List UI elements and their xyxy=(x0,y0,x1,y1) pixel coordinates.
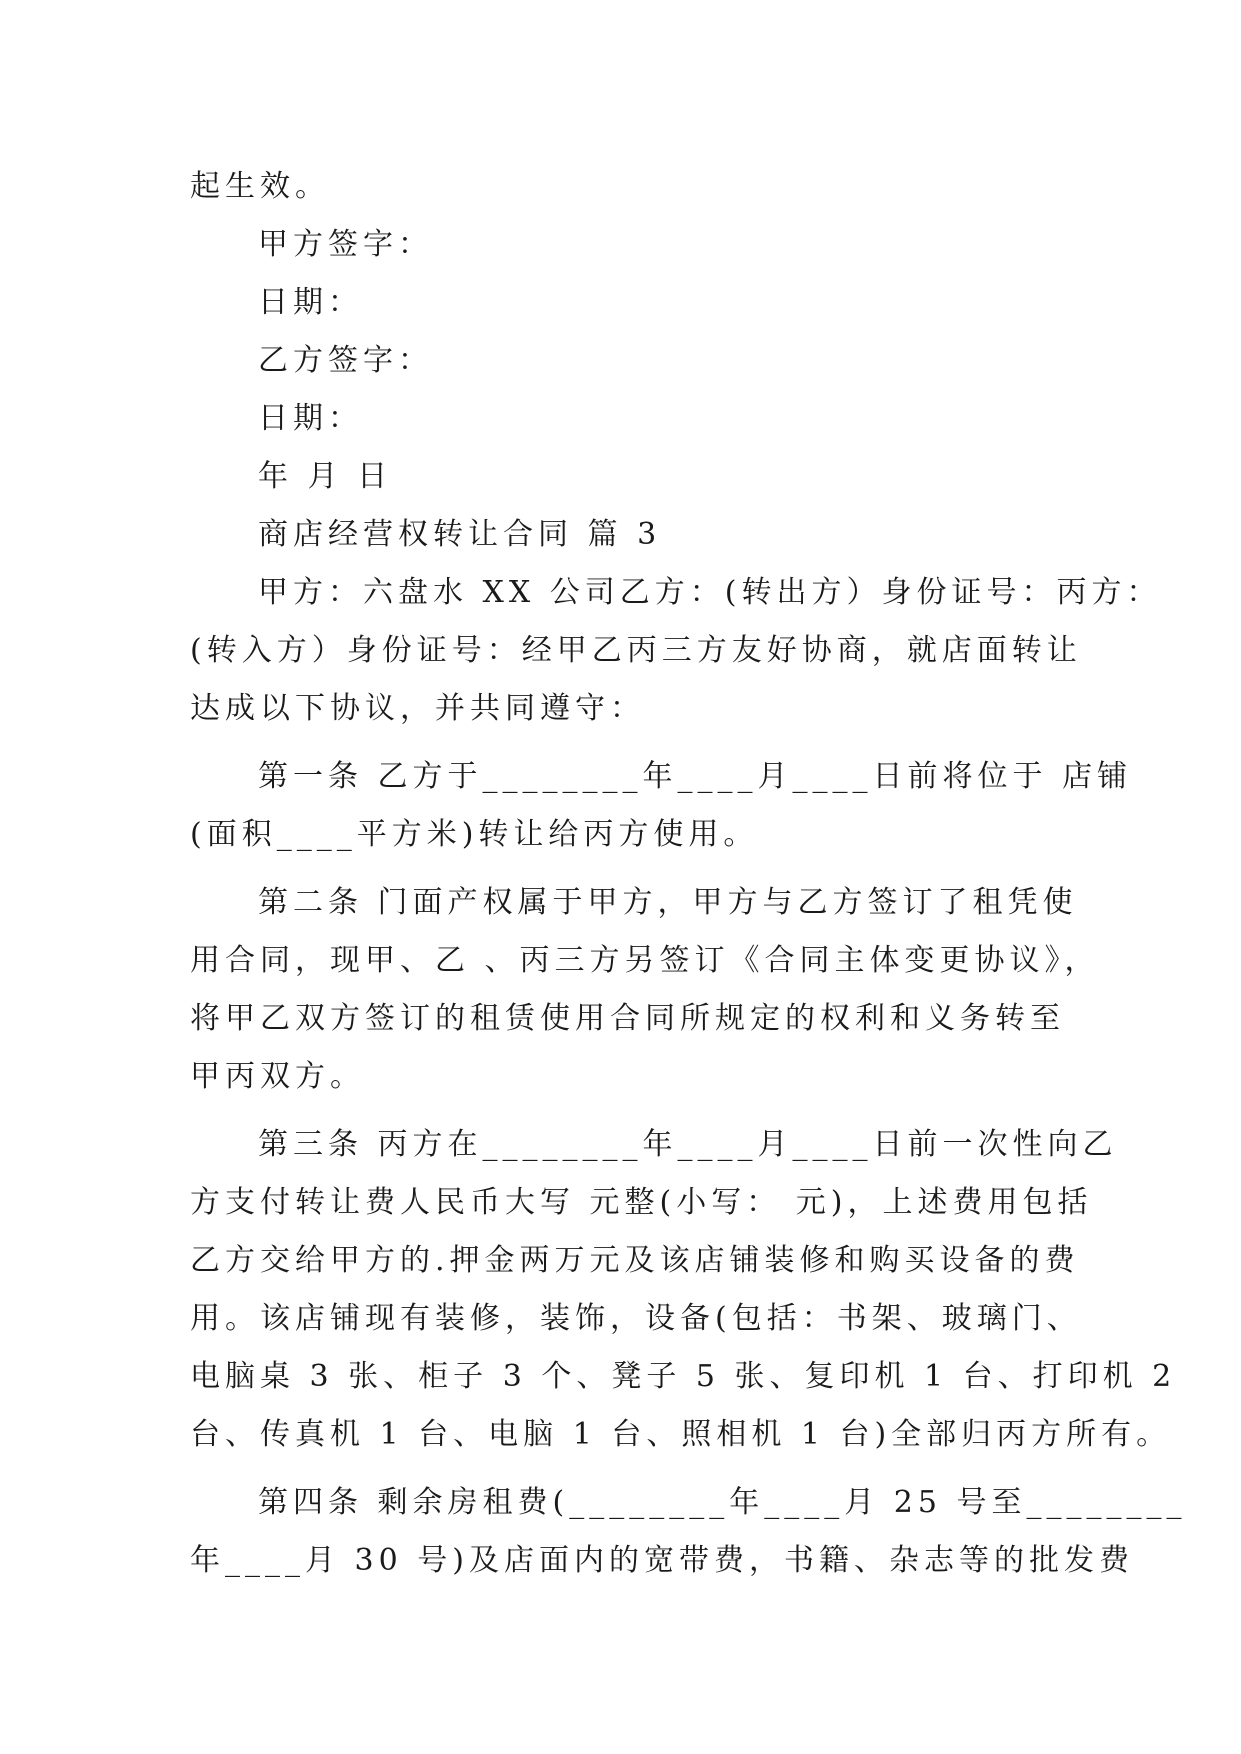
parties-paragraph-line: 达成以下协议，并共同遵守： xyxy=(190,691,645,726)
article-1-line: (面积____平方米)转让给丙方使用。 xyxy=(190,817,759,852)
article-4-line: 年____月 30 号)及店面内的宽带费，书籍、杂志等的批发费 xyxy=(190,1543,1134,1578)
document-body xyxy=(190,158,1187,1590)
article-1-line: 第一条 乙方于________年____月____日前将位于 店铺 xyxy=(258,759,1133,794)
article-3-line: 方支付转让费人民币大写 元整(小写： 元)，上述费用包括 xyxy=(190,1185,1093,1220)
date-label-a: 日期： xyxy=(258,285,363,320)
text-line-continuation: 起生效。 xyxy=(190,169,330,204)
article-2-line: 将甲乙双方签订的租赁使用合同所规定的权利和义务转至 xyxy=(190,1001,1065,1036)
article-3-line: 乙方交给甲方的.押金两万元及该店铺装修和购买设备的费 xyxy=(190,1243,1080,1278)
article-3-line: 台、传真机 1 台、电脑 1 台、照相机 1 台)全部归丙方所有。 xyxy=(190,1417,1172,1452)
date-label-b: 日期： xyxy=(258,401,363,436)
party-b-signature-label: 乙方签字： xyxy=(258,343,433,378)
article-3-line: 用。该店铺现有装修，装饰，设备(包括：书架、玻璃门、 xyxy=(190,1301,1082,1336)
parties-paragraph-line: (转入方）身份证号：经甲乙丙三方友好协商，就店面转让 xyxy=(190,633,1082,668)
article-3-line: 第三条 丙方在________年____月____日前一次性向乙 xyxy=(258,1127,1118,1162)
article-4-line: 第四条 剩余房租费(________年____月 25 号至________ xyxy=(258,1485,1187,1520)
party-a-signature-label: 甲方签字： xyxy=(258,227,433,262)
date-format-line: 年 月 日 xyxy=(258,459,393,494)
parties-paragraph-line: 甲方：六盘水 XX 公司乙方：(转出方）身份证号：丙方： xyxy=(258,575,1162,610)
article-2-line: 用合同，现甲、乙 、丙三方另签订《合同主体变更协议》， xyxy=(190,943,1100,978)
section-title: 商店经营权转让合同 篇 3 xyxy=(258,517,662,552)
article-3-line: 电脑桌 3 张、柜子 3 个、凳子 5 张、复印机 1 台、打印机 2 xyxy=(190,1359,1177,1394)
article-2-line: 第二条 门面产权属于甲方，甲方与乙方签订了租凭使 xyxy=(258,885,1078,920)
article-2-line: 甲丙双方。 xyxy=(190,1059,365,1094)
